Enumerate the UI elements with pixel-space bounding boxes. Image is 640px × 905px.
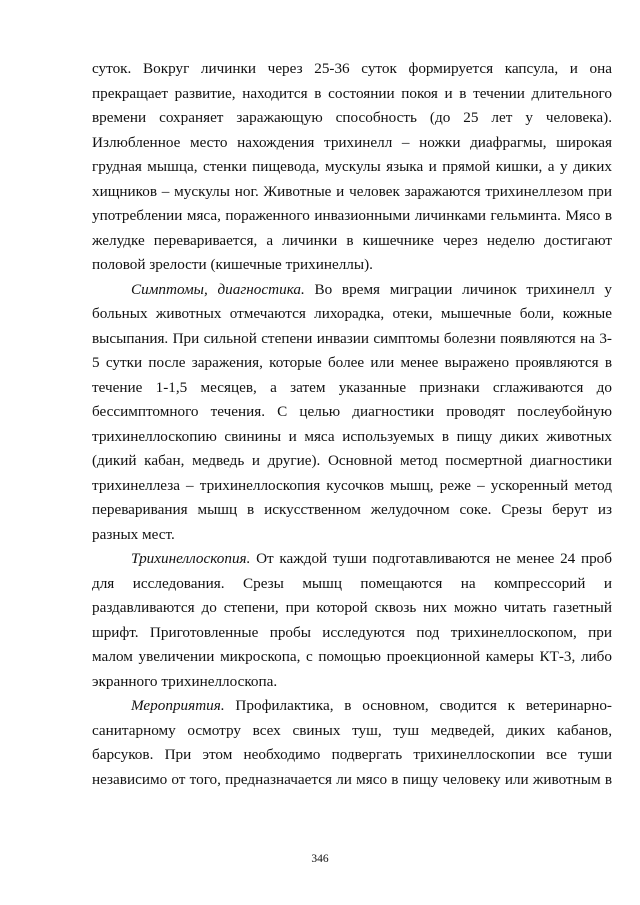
text-run: От каждой туши подготавливаются не менее 24 проб: [250, 550, 612, 567]
text-line: 5 сутки после заражения, которые более или менее выражено проявляются в: [92, 354, 612, 371]
text-line: времени сохраняет заражающую способность (до 25 лет у человека).: [92, 109, 612, 126]
text-line: течение 1-1,5 месяцев, а затем указанные признаки сглаживаются до: [92, 378, 612, 396]
text-line: Излюбленное место нахождения трихинелл – ножки диафрагмы, широкая: [92, 133, 612, 151]
text-line: экранного трихинеллоскопа.: [92, 672, 278, 690]
text-line-first: [92, 278, 612, 303]
text-line-first: [92, 694, 612, 719]
text-line: барсуков. При этом необходимо подвергать трихинеллоскопии все туши: [92, 746, 612, 763]
text-line: грудная мышца, стенки пищевода, мускулы языка и прямой кишки, а у диких: [92, 158, 612, 175]
text-line: бессимптомного течения. С целью диагностики проводят послеубойную: [92, 403, 612, 420]
text-line: хищников – мускулы ног. Животные и человек заражаются трихинеллезом при: [92, 182, 612, 200]
text-line: желудке переваривается, а личинки в кишечнике через неделю достигают: [92, 231, 612, 249]
text-line: трихинеллеза – трихинеллоскопия кусочков мышц, реже – ускоренный метод: [92, 476, 612, 494]
paragraph-1: [92, 57, 612, 278]
text-run: Профилактика, в основном, сводится к ветеринарно-: [224, 697, 612, 714]
paragraph-heading: Трихинеллоскопия.: [131, 550, 251, 567]
paragraph-heading: Симптомы, диагностика.: [131, 280, 305, 298]
text-line: раздавливаются до степени, при которой сквозь них можно читать газетный: [92, 599, 612, 616]
text-line: суток. Вокруг личинки через 25-36 суток формируется капсула, и она: [92, 60, 612, 77]
text-line: для исследования. Срезы мышц помещаются на компрессорий и: [92, 574, 612, 592]
body-text: [92, 57, 612, 792]
text-line: малом увеличении микроскопа, с помощью проекционной камеры КТ-3, либо: [92, 648, 612, 665]
paragraph-2: [92, 278, 612, 548]
text-line: санитарному осмотру всех свиных туш, туш медведей, диких кабанов,: [92, 721, 612, 739]
text-line-first: [92, 547, 612, 572]
text-line: больных животных отмечаются лихорадка, отеки, мышечные боли, кожные: [92, 305, 612, 322]
text-line: шрифт. Приготовленные пробы исследуются под трихинеллоскопом, при: [92, 623, 612, 641]
text-line: независимо от того, предназначается ли мясо в пищу человеку или животным в: [92, 770, 612, 788]
paragraph-heading: Мероприятия.: [131, 697, 225, 714]
text-run: Во время миграции личинок трихинелл у: [304, 280, 612, 298]
text-line: употреблении мяса, пораженного инвазионными личинками гельминта. Мясо в: [92, 207, 612, 224]
text-line: прекращает развитие, находится в состоянии покоя и в течении длительного: [92, 84, 612, 102]
text-line: трихинеллоскопию свинины и мяса используемых в пищу диких животных: [92, 427, 612, 445]
text-line: высыпания. При сильной степени инвазии симптомы болезни появляются на 3-: [92, 329, 612, 347]
paragraph-3: [92, 547, 612, 694]
text-line: (дикий кабан, медведь и другие). Основной метод посмертной диагностики: [92, 452, 612, 469]
text-line: половой зрелости (кишечные трихинеллы).: [92, 256, 373, 273]
text-line: разных мест.: [92, 525, 175, 543]
text-line: переваривания мышц в искусственном желудочном соке. Срезы берут из: [92, 501, 612, 518]
paragraph-4: [92, 694, 612, 792]
page-number: 346: [311, 853, 329, 865]
